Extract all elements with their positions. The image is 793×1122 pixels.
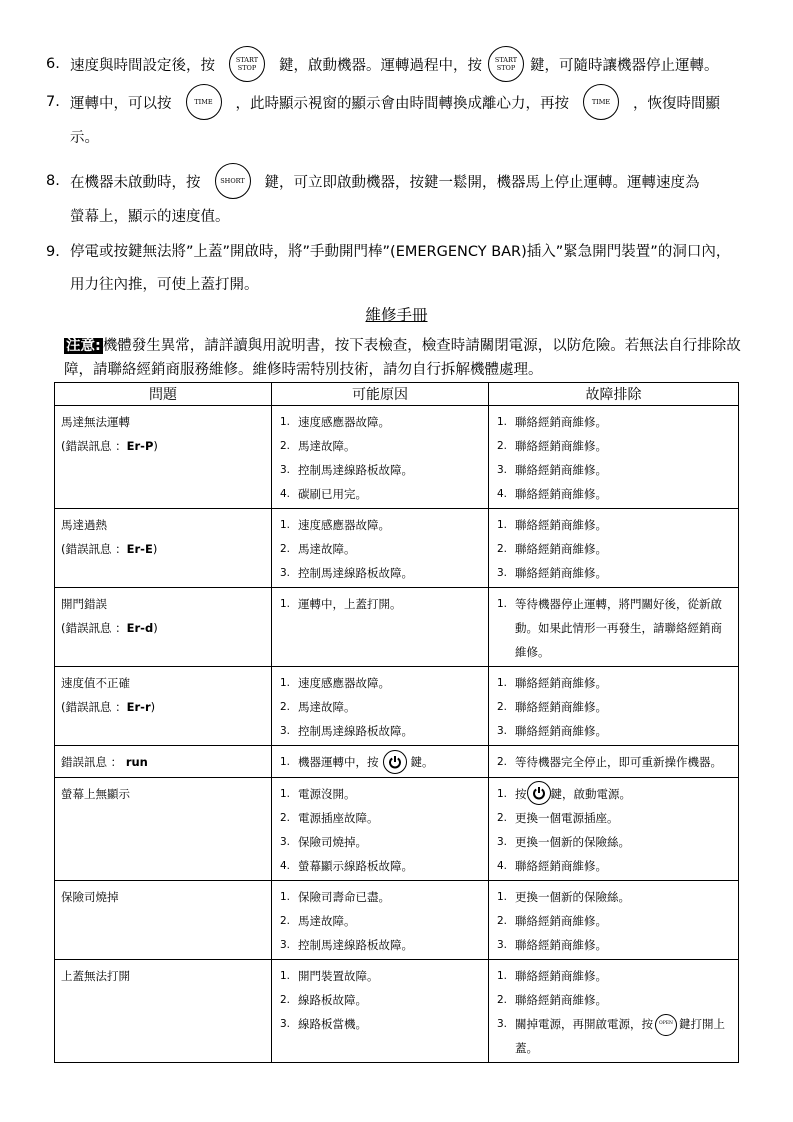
list-item: 3. 更換一個新的保險絲。 bbox=[497, 835, 630, 849]
table-row bbox=[55, 588, 739, 667]
fix-cell bbox=[489, 588, 739, 667]
table-row bbox=[55, 667, 739, 746]
time-button-icon: TIME bbox=[186, 84, 222, 120]
cause-cell bbox=[272, 746, 489, 778]
table-header-row bbox=[55, 383, 739, 406]
table-row bbox=[55, 881, 739, 960]
cause-cell bbox=[272, 960, 489, 1063]
list-item: 2. 聯絡經銷商維修。 bbox=[497, 914, 607, 928]
list-item: 1. 電源沒開。 bbox=[280, 786, 356, 801]
fix-cell bbox=[489, 960, 739, 1063]
list-item: 2. 聯絡經銷商維修。 bbox=[497, 439, 607, 453]
open-button-icon: OPEN bbox=[655, 1014, 677, 1036]
table-row bbox=[55, 777, 739, 881]
step-text: 在機器未啟動時，按 bbox=[70, 175, 201, 191]
problem-cell: 錯誤訊息 ： run bbox=[55, 746, 272, 778]
column-header: 故障排除 bbox=[489, 383, 739, 406]
list-item: 4. 聯絡經銷商維修。 bbox=[497, 487, 607, 501]
list-item: 3. 控制馬達線路板故障。 bbox=[280, 724, 413, 738]
list-item: 2. 馬達故障。 bbox=[280, 439, 356, 453]
step-text: 鍵，可立即啟動機器，按鍵一鬆開，機器馬上停止運轉。運轉速度為 bbox=[264, 175, 700, 191]
list-item: 1. 運轉中，上蓋打開。 bbox=[280, 597, 402, 611]
problem-cell: 保險司燒掉 bbox=[55, 881, 272, 960]
instruction-list bbox=[40, 48, 752, 302]
list-item: 1. 速度感應器故障。 bbox=[280, 518, 390, 532]
list-item: 3. 聯絡經銷商維修。 bbox=[497, 724, 607, 738]
list-item: 2. 線路板故障。 bbox=[280, 993, 367, 1007]
problem-cell: 螢幕上無顯示 bbox=[55, 777, 272, 881]
list-item: 1. 聯絡經銷商維修。 bbox=[497, 415, 607, 429]
step-text: ，恢復時間顯 bbox=[633, 96, 720, 112]
list-item: 1. 保險司壽命已盡。 bbox=[280, 890, 390, 904]
list-item: 1. 更換一個新的保險絲。 bbox=[497, 890, 630, 904]
short-button-icon: SHORT bbox=[215, 163, 251, 199]
fix-cell bbox=[489, 881, 739, 960]
start-stop-button-icon: START STOP bbox=[229, 46, 265, 82]
list-item: 3. 控制馬達線路板故障。 bbox=[280, 938, 413, 952]
list-item: 1. 機器運轉中，按 鍵。 bbox=[278, 750, 482, 775]
step-text: 鍵，啟動機器。運轉過程中，按 bbox=[279, 58, 482, 74]
step-number: 9. bbox=[46, 244, 60, 260]
list-item: 2. 聯絡經銷商維修。 bbox=[497, 700, 607, 714]
step-text: 停電或按鍵無法將”上蓋”開啟時，將”手動開門棒”(EMERGENCY BAR)插入”緊急開門裝置”的洞口內， bbox=[70, 244, 731, 260]
list-item: 4. 碳刷已用完。 bbox=[280, 487, 367, 501]
list-item: 1. 開門裝置故障。 bbox=[280, 969, 379, 983]
problem-cell: 馬達無法運轉 (錯誤訊息 ：Er-P) bbox=[55, 406, 272, 509]
notice-paragraph bbox=[64, 334, 754, 382]
step-text: 運轉中，可以按 bbox=[70, 96, 172, 112]
table-row bbox=[55, 509, 739, 588]
problem-cell: 馬達過熱 (錯誤訊息 ：Er-E) bbox=[55, 509, 272, 588]
start-stop-button-icon: START STOP bbox=[488, 46, 524, 82]
step-8 bbox=[40, 165, 752, 234]
list-item: 4. 螢幕顯示線路板故障。 bbox=[280, 858, 413, 873]
table-row bbox=[55, 406, 739, 509]
column-header: 問題 bbox=[55, 383, 272, 406]
list-item: 3. 線路板當機。 bbox=[280, 1017, 367, 1031]
power-button-icon bbox=[383, 750, 407, 774]
cause-cell bbox=[272, 406, 489, 509]
problem-cell: 開門錯誤 (錯誤訊息 ：Er-d) bbox=[55, 588, 272, 667]
notice-tag: 注意: bbox=[66, 338, 101, 354]
table-row bbox=[55, 960, 739, 1063]
list-item: 2. 聯絡經銷商維修。 bbox=[497, 542, 607, 556]
time-button-icon: TIME bbox=[583, 84, 619, 120]
list-item: 2. 電源插座故障。 bbox=[280, 810, 379, 825]
list-item: 3. 聯絡經銷商維修。 bbox=[497, 463, 607, 477]
section-title: 維修手冊 bbox=[365, 306, 428, 324]
list-item: 3. 控制馬達線路板故障。 bbox=[280, 566, 413, 580]
list-item: 2. 馬達故障。 bbox=[280, 700, 356, 714]
power-button-icon bbox=[527, 781, 551, 805]
list-item: 3. 聯絡經銷商維修。 bbox=[497, 938, 607, 952]
list-item: 1. 速度感應器故障。 bbox=[280, 415, 390, 429]
list-item: 1. 聯絡經銷商維修。 bbox=[497, 518, 607, 532]
list-item: 1. 聯絡經銷商維修。 bbox=[497, 969, 607, 983]
list-item: 3. 聯絡經銷商維修。 bbox=[497, 566, 607, 580]
step-text: 示。 bbox=[70, 130, 99, 146]
fix-cell bbox=[489, 667, 739, 746]
fix-cell bbox=[489, 406, 739, 509]
cause-cell bbox=[272, 881, 489, 960]
list-item: 2. 馬達故障。 bbox=[280, 914, 356, 928]
step-text: 用力往內推，可使上蓋打開。 bbox=[70, 277, 259, 293]
list-item: 3. 保險司燒掉。 bbox=[280, 834, 367, 849]
column-header: 可能原因 bbox=[272, 383, 489, 406]
step-number: 8. bbox=[46, 173, 60, 189]
fix-cell bbox=[489, 746, 739, 778]
notice-text: 機體發生異常，請詳讀與用說明書，按下表檢查，檢查時請關閉電源，以防危險。若無法自行排除故障，請聯絡經銷商服務維修。維修時需特別技術，請勿自行拆解機體處理。 bbox=[64, 338, 741, 378]
problem-cell: 上蓋無法打開 bbox=[55, 960, 272, 1063]
step-text: 速度與時間設定後，按 bbox=[70, 58, 215, 74]
step-7 bbox=[40, 86, 752, 155]
list-item: 3. 關掉電源，再開啟電源，按 OPEN 鍵打開上蓋。 bbox=[495, 1012, 732, 1060]
list-item: 3. 控制馬達線路板故障。 bbox=[280, 463, 413, 477]
step-number: 6. bbox=[46, 56, 60, 72]
cause-cell bbox=[272, 777, 489, 881]
step-9 bbox=[40, 236, 752, 302]
list-item: 1. 按 鍵，啟動電源。 bbox=[495, 782, 732, 807]
fix-cell bbox=[489, 777, 739, 881]
list-item: 4. 聯絡經銷商維修。 bbox=[497, 859, 607, 873]
step-number: 7. bbox=[46, 94, 60, 110]
list-item: 1. 聯絡經銷商維修。 bbox=[497, 676, 607, 690]
list-item: 1. 等待機器停止運轉，將門關好後，從新啟動。如果此情形一再發生，請聯絡經銷商維修。 bbox=[497, 597, 722, 659]
troubleshooting-table bbox=[54, 382, 739, 1063]
step-text: 螢幕上，顯示的速度值。 bbox=[70, 209, 230, 225]
list-item: 2. 聯絡經銷商維修。 bbox=[497, 993, 607, 1007]
fix-cell bbox=[489, 509, 739, 588]
step-6 bbox=[40, 48, 752, 84]
list-item: 2. 等待機器完全停止，即可重新操作機器。 bbox=[497, 755, 722, 769]
list-item: 1. 速度感應器故障。 bbox=[280, 676, 390, 690]
cause-cell bbox=[272, 667, 489, 746]
step-text: ，此時顯示視窗的顯示會由時間轉換成離心力，再按 bbox=[235, 96, 569, 112]
step-text: 鍵，可隨時讓機器停止運轉。 bbox=[530, 58, 719, 74]
list-item: 2. 更換一個電源插座。 bbox=[497, 811, 619, 825]
table-row bbox=[55, 746, 739, 778]
cause-cell bbox=[272, 588, 489, 667]
problem-cell: 速度值不正確 (錯誤訊息 ：Er-r) bbox=[55, 667, 272, 746]
cause-cell bbox=[272, 509, 489, 588]
list-item: 2. 馬達故障。 bbox=[280, 542, 356, 556]
